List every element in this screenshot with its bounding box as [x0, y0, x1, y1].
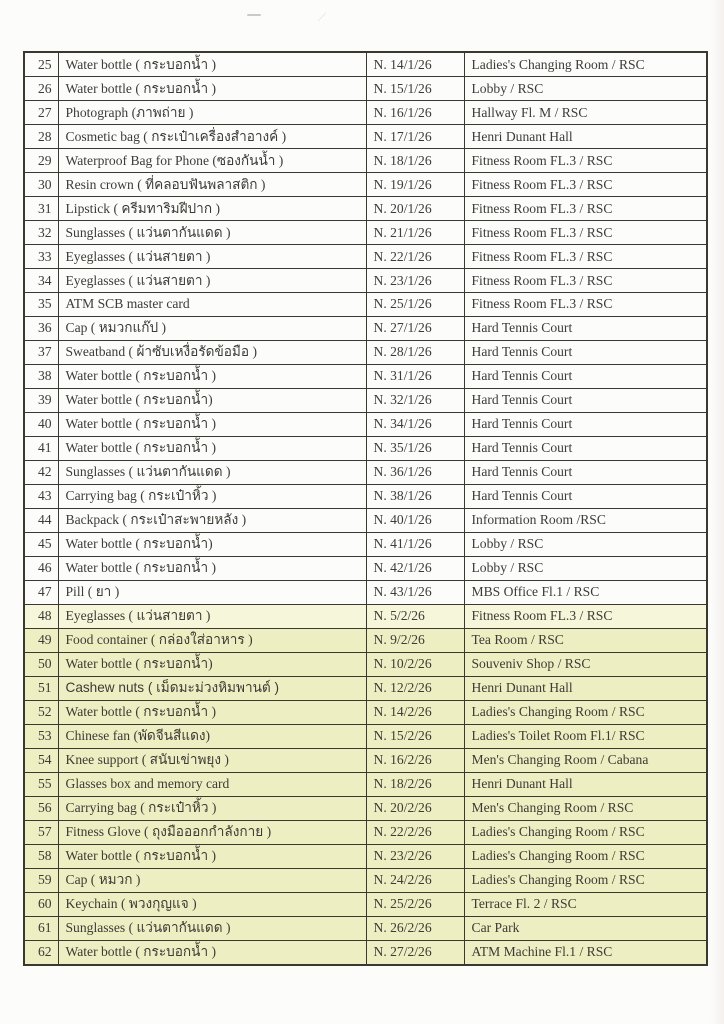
- item-cell: Eyeglasses ( แว่นสายตา ): [58, 604, 366, 628]
- location-cell: Ladies's Changing Room / RSC: [464, 868, 707, 892]
- location-cell: Ladies's Changing Room / RSC: [464, 820, 707, 844]
- row-number: 46: [24, 556, 58, 580]
- ref-cell: N. 16/1/26: [366, 101, 464, 125]
- location-cell: MBS Office Fl.1 / RSC: [464, 580, 707, 604]
- item-cell: Cap ( หมวกแก๊ป ): [58, 317, 366, 341]
- item-cell: Water bottle ( กระบอกน้ำ ): [58, 556, 366, 580]
- ref-cell: N. 15/2/26: [366, 724, 464, 748]
- location-cell: Hard Tennis Court: [464, 413, 707, 437]
- table-row: [24, 820, 707, 844]
- table-row: [24, 293, 707, 317]
- ref-cell: N. 14/2/26: [366, 700, 464, 724]
- row-number: 29: [24, 149, 58, 173]
- table-row: [24, 245, 707, 269]
- table-row: [24, 796, 707, 820]
- ref-cell: N. 23/1/26: [366, 269, 464, 293]
- item-cell: Water bottle ( กระบอกน้ำ ): [58, 77, 366, 101]
- item-cell: Sunglasses ( แว่นตากันแดด ): [58, 221, 366, 245]
- table-row: [24, 389, 707, 413]
- location-cell: Lobby / RSC: [464, 556, 707, 580]
- location-cell: Men's Changing Room / Cabana: [464, 748, 707, 772]
- ref-cell: N. 18/1/26: [366, 149, 464, 173]
- ref-cell: N. 32/1/26: [366, 389, 464, 413]
- location-cell: Fitness Room FL.3 / RSC: [464, 604, 707, 628]
- row-number: 55: [24, 772, 58, 796]
- row-number: 58: [24, 844, 58, 868]
- item-cell: Water bottle ( กระบอกน้ำ): [58, 532, 366, 556]
- ref-cell: N. 15/1/26: [366, 77, 464, 101]
- item-cell: Glasses box and memory card: [58, 772, 366, 796]
- location-cell: Hard Tennis Court: [464, 365, 707, 389]
- ref-cell: N. 22/2/26: [366, 820, 464, 844]
- row-number: 41: [24, 437, 58, 461]
- item-cell: Backpack ( กระเป๋าสะพายหลัง ): [58, 508, 366, 532]
- item-cell: Carrying bag ( กระเป๋าหิ้ว ): [58, 796, 366, 820]
- ref-cell: N. 27/1/26: [366, 317, 464, 341]
- location-cell: Car Park: [464, 916, 707, 940]
- table-row: [24, 844, 707, 868]
- row-number: 62: [24, 940, 58, 965]
- row-number: 39: [24, 389, 58, 413]
- table-row: [24, 916, 707, 940]
- ref-cell: N. 36/1/26: [366, 461, 464, 485]
- ref-cell: N. 21/1/26: [366, 221, 464, 245]
- item-cell: Water bottle ( กระบอกน้ำ ): [58, 437, 366, 461]
- ref-cell: N. 18/2/26: [366, 772, 464, 796]
- item-cell: Carrying bag ( กระเป๋าหิ้ว ): [58, 485, 366, 509]
- table-row: [24, 772, 707, 796]
- row-number: 32: [24, 221, 58, 245]
- location-cell: Men's Changing Room / RSC: [464, 796, 707, 820]
- row-number: 25: [24, 52, 58, 77]
- table-row: [24, 77, 707, 101]
- row-number: 36: [24, 317, 58, 341]
- ref-cell: N. 38/1/26: [366, 485, 464, 509]
- table-row: [24, 317, 707, 341]
- ref-cell: N. 9/2/26: [366, 628, 464, 652]
- ref-cell: N. 17/1/26: [366, 125, 464, 149]
- row-number: 60: [24, 892, 58, 916]
- row-number: 43: [24, 485, 58, 509]
- table-row: [24, 269, 707, 293]
- scan-edge-shading: [710, 0, 724, 1024]
- location-cell: Fitness Room FL.3 / RSC: [464, 197, 707, 221]
- item-cell: Water bottle ( กระบอกน้ำ ): [58, 365, 366, 389]
- ref-cell: N. 23/2/26: [366, 844, 464, 868]
- ref-cell: N. 34/1/26: [366, 413, 464, 437]
- item-cell: Chinese fan (พัดจีนสีแดง): [58, 724, 366, 748]
- location-cell: ATM Machine Fl.1 / RSC: [464, 940, 707, 965]
- row-number: 59: [24, 868, 58, 892]
- ref-cell: N. 27/2/26: [366, 940, 464, 965]
- table-row: [24, 868, 707, 892]
- table-row: [24, 52, 707, 77]
- table-row: [24, 173, 707, 197]
- ref-cell: N. 41/1/26: [366, 532, 464, 556]
- location-cell: Fitness Room FL.3 / RSC: [464, 221, 707, 245]
- location-cell: Terrace Fl. 2 / RSC: [464, 892, 707, 916]
- table-row: [24, 892, 707, 916]
- ref-cell: N. 35/1/26: [366, 437, 464, 461]
- table-row: [24, 940, 707, 965]
- item-cell: Pill ( ยา ): [58, 580, 366, 604]
- ref-cell: N. 20/1/26: [366, 197, 464, 221]
- item-cell: Lipstick ( ครีมทาริมฝีปาก ): [58, 197, 366, 221]
- location-cell: Information Room /RSC: [464, 508, 707, 532]
- table-row: [24, 485, 707, 509]
- location-cell: Fitness Room FL.3 / RSC: [464, 293, 707, 317]
- ref-cell: N. 25/1/26: [366, 293, 464, 317]
- location-cell: Fitness Room FL.3 / RSC: [464, 245, 707, 269]
- item-cell: Cap ( หมวก ): [58, 868, 366, 892]
- table-row: [24, 413, 707, 437]
- location-cell: Ladies's Changing Room / RSC: [464, 700, 707, 724]
- ref-cell: N. 10/2/26: [366, 652, 464, 676]
- row-number: 52: [24, 700, 58, 724]
- location-cell: Lobby / RSC: [464, 532, 707, 556]
- location-cell: Ladies's Changing Room / RSC: [464, 844, 707, 868]
- row-number: 38: [24, 365, 58, 389]
- row-number: 48: [24, 604, 58, 628]
- item-cell: Eyeglasses ( แว่นสายตา ): [58, 245, 366, 269]
- row-number: 51: [24, 676, 58, 700]
- item-cell: Water bottle ( กระบอกน้ำ ): [58, 413, 366, 437]
- table-row: [24, 748, 707, 772]
- item-cell: Eyeglasses ( แว่นสายตา ): [58, 269, 366, 293]
- table-row: [24, 604, 707, 628]
- row-number: 57: [24, 820, 58, 844]
- location-cell: Henri Dunant Hall: [464, 772, 707, 796]
- row-number: 40: [24, 413, 58, 437]
- item-cell: Sunglasses ( แว่นตากันแดด ): [58, 916, 366, 940]
- location-cell: Souveniv Shop / RSC: [464, 652, 707, 676]
- ref-cell: N. 26/2/26: [366, 916, 464, 940]
- row-number: 54: [24, 748, 58, 772]
- ref-cell: N. 31/1/26: [366, 365, 464, 389]
- item-cell: Waterproof Bag for Phone (ซองกันน้ำ ): [58, 149, 366, 173]
- item-cell: Water bottle ( กระบอกน้ำ): [58, 389, 366, 413]
- ref-cell: N. 16/2/26: [366, 748, 464, 772]
- location-cell: Hard Tennis Court: [464, 389, 707, 413]
- location-cell: Hallway Fl. M / RSC: [464, 101, 707, 125]
- ref-cell: N. 24/2/26: [366, 868, 464, 892]
- table-row: [24, 341, 707, 365]
- item-cell: Photograph (ภาพถ่าย ): [58, 101, 366, 125]
- scan-smudge-mark-2: [318, 12, 326, 22]
- row-number: 50: [24, 652, 58, 676]
- location-cell: Hard Tennis Court: [464, 461, 707, 485]
- table-row: [24, 652, 707, 676]
- scan-smudge-mark: [247, 14, 261, 16]
- ref-cell: N. 25/2/26: [366, 892, 464, 916]
- location-cell: Lobby / RSC: [464, 77, 707, 101]
- row-number: 30: [24, 173, 58, 197]
- row-number: 28: [24, 125, 58, 149]
- ref-cell: N. 28/1/26: [366, 341, 464, 365]
- table-row: [24, 437, 707, 461]
- row-number: 56: [24, 796, 58, 820]
- lost-and-found-table-body: [24, 52, 707, 965]
- item-cell: Knee support ( สนับเข่าพยุง ): [58, 748, 366, 772]
- table-row: [24, 532, 707, 556]
- row-number: 53: [24, 724, 58, 748]
- ref-cell: N. 14/1/26: [366, 52, 464, 77]
- location-cell: Hard Tennis Court: [464, 341, 707, 365]
- ref-cell: N. 43/1/26: [366, 580, 464, 604]
- row-number: 27: [24, 101, 58, 125]
- item-cell: Cashew nuts ( เม็ดมะม่วงหิมพานต์ ): [58, 676, 366, 700]
- item-cell: ATM SCB master card: [58, 293, 366, 317]
- item-cell: Cosmetic bag ( กระเป๋าเครื่องสำอางค์ ): [58, 125, 366, 149]
- item-cell: Water bottle ( กระบอกน้ำ ): [58, 700, 366, 724]
- row-number: 49: [24, 628, 58, 652]
- location-cell: Fitness Room FL.3 / RSC: [464, 149, 707, 173]
- table-row: [24, 508, 707, 532]
- item-cell: Resin crown ( ที่คลอบฟันพลาสติก ): [58, 173, 366, 197]
- location-cell: Hard Tennis Court: [464, 437, 707, 461]
- table-row: [24, 724, 707, 748]
- item-cell: Water bottle ( กระบอกน้ำ ): [58, 52, 366, 77]
- location-cell: Hard Tennis Court: [464, 485, 707, 509]
- item-cell: Water bottle ( กระบอกน้ำ ): [58, 940, 366, 965]
- location-cell: Hard Tennis Court: [464, 317, 707, 341]
- table-row: [24, 556, 707, 580]
- item-cell: Keychain ( พวงกุญแจ ): [58, 892, 366, 916]
- row-number: 34: [24, 269, 58, 293]
- location-cell: Tea Room / RSC: [464, 628, 707, 652]
- table-row: [24, 700, 707, 724]
- location-cell: Henri Dunant Hall: [464, 125, 707, 149]
- location-cell: Fitness Room FL.3 / RSC: [464, 269, 707, 293]
- row-number: 42: [24, 461, 58, 485]
- table-row: [24, 580, 707, 604]
- ref-cell: N. 12/2/26: [366, 676, 464, 700]
- ref-cell: N. 5/2/26: [366, 604, 464, 628]
- row-number: 61: [24, 916, 58, 940]
- item-cell: Water bottle ( กระบอกน้ำ): [58, 652, 366, 676]
- location-cell: Fitness Room FL.3 / RSC: [464, 173, 707, 197]
- row-number: 44: [24, 508, 58, 532]
- item-cell: Sunglasses ( แว่นตากันแดด ): [58, 461, 366, 485]
- row-number: 37: [24, 341, 58, 365]
- table-row: [24, 125, 707, 149]
- location-cell: Henri Dunant Hall: [464, 676, 707, 700]
- table-row: [24, 221, 707, 245]
- ref-cell: N. 22/1/26: [366, 245, 464, 269]
- table-row: [24, 628, 707, 652]
- table-row: [24, 676, 707, 700]
- lost-and-found-table: [23, 51, 708, 966]
- ref-cell: N. 19/1/26: [366, 173, 464, 197]
- row-number: 45: [24, 532, 58, 556]
- item-cell: Water bottle ( กระบอกน้ำ ): [58, 844, 366, 868]
- location-cell: Ladies's Changing Room / RSC: [464, 52, 707, 77]
- location-cell: Ladies's Toilet Room Fl.1/ RSC: [464, 724, 707, 748]
- row-number: 31: [24, 197, 58, 221]
- item-cell: Food container ( กล่องใส่อาหาร ): [58, 628, 366, 652]
- row-number: 33: [24, 245, 58, 269]
- table-row: [24, 461, 707, 485]
- ref-cell: N. 20/2/26: [366, 796, 464, 820]
- ref-cell: N. 40/1/26: [366, 508, 464, 532]
- row-number: 26: [24, 77, 58, 101]
- table-row: [24, 149, 707, 173]
- item-cell: Sweatband ( ผ้าซับเหงื่อรัดข้อมือ ): [58, 341, 366, 365]
- table-row: [24, 101, 707, 125]
- ref-cell: N. 42/1/26: [366, 556, 464, 580]
- table-row: [24, 197, 707, 221]
- row-number: 47: [24, 580, 58, 604]
- table-row: [24, 365, 707, 389]
- item-cell: Fitness Glove ( ถุงมือออกกำลังกาย ): [58, 820, 366, 844]
- row-number: 35: [24, 293, 58, 317]
